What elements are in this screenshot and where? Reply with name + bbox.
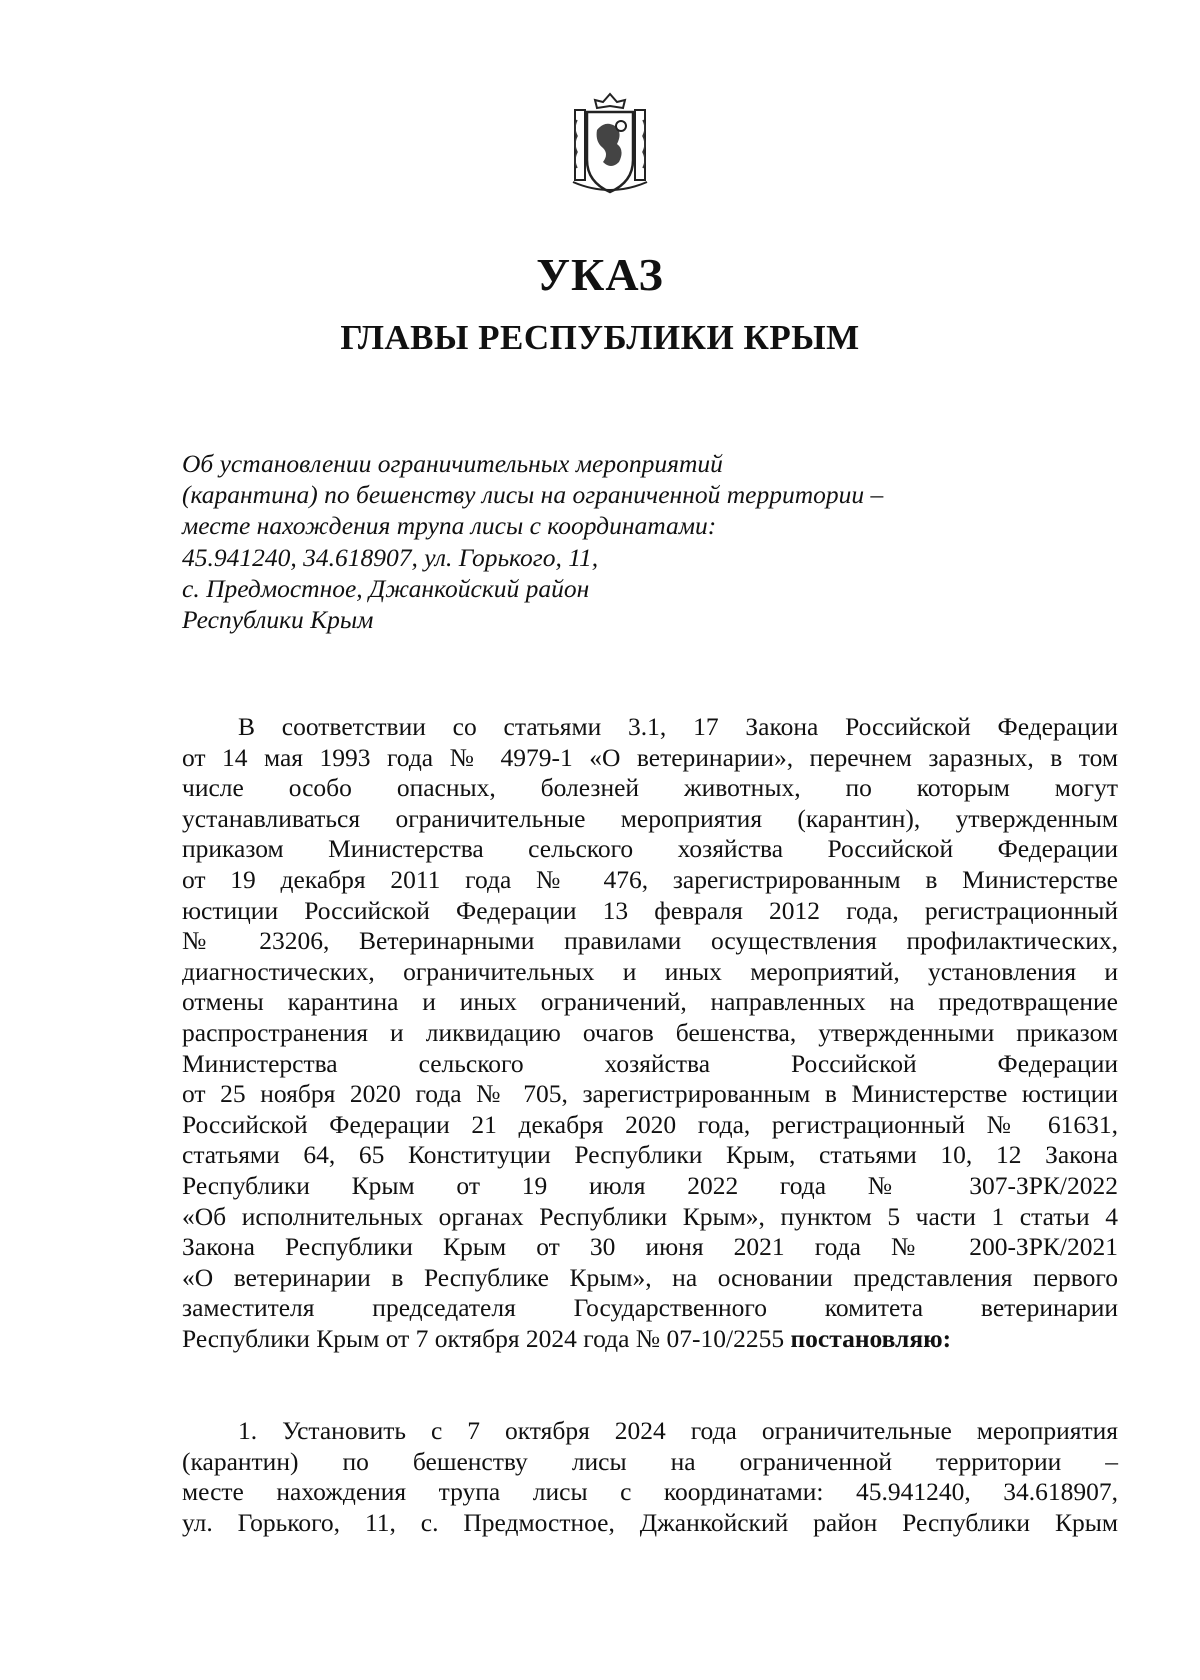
- preamble-line: диагностических, ограничительных и иных мероприятий, установления и: [182, 956, 1118, 986]
- preamble-line: Министерства сельского хозяйства Российской Федерации: [182, 1048, 1118, 1078]
- subject-line: Республики Крым: [182, 605, 374, 635]
- decree-keyword: постановляю:: [790, 1323, 952, 1353]
- subject-line: Об установлении ограничительных мероприятий: [182, 449, 723, 478]
- preamble-line: статьями 64, 65 Конституции Республики Крым, статьями 10, 12 Закона: [182, 1140, 1118, 1170]
- preamble-line: распространения и ликвидацию очагов бешенства, утвержденными приказом: [182, 1017, 1118, 1047]
- preamble-line: устанавливаться ограничительные мероприятия (карантин), утвержденным: [182, 803, 1118, 833]
- preamble-final-text: Республики Крым от 7 октября 2024 года № 07-10/2255: [182, 1323, 785, 1353]
- preamble-line: № 23206, Ветеринарными правилами осуществления профилактических,: [182, 926, 1118, 956]
- preamble-line: заместителя председателя Государственного комитета ветеринарии: [182, 1293, 1118, 1323]
- item-1-paragraph: [182, 1416, 1118, 1538]
- preamble-line: Закона Республики Крым от 30 июня 2021 года № 200-ЗРК/2021: [182, 1232, 1118, 1262]
- preamble-line: от 19 декабря 2011 года № 476, зарегистрированным в Министерстве: [182, 864, 1118, 894]
- preamble-line: приказом Министерства сельского хозяйства Российской Федерации: [182, 834, 1118, 864]
- preamble-line: юстиции Российской Федерации 13 февраля 2012 года, регистрационный: [182, 895, 1118, 925]
- item-1-line: (карантин) по бешенству лисы на ограниченной территории –: [182, 1446, 1118, 1476]
- preamble-line: «Об исполнительных органах Республики Крым», пунктом 5 части 1 статьи 4: [182, 1201, 1118, 1231]
- coat-of-arms-emblem: [565, 90, 655, 200]
- preamble-line: числе особо опасных, болезней животных, по которым могут: [182, 773, 1118, 803]
- subject-block: [182, 448, 962, 635]
- preamble-paragraph: [182, 712, 1118, 1354]
- subject-line: месте нахождения трупа лисы с координатами:: [182, 511, 717, 541]
- subject-line: (карантина) по бешенству лисы на ограниченной территории –: [182, 480, 884, 510]
- document-subtitle: ГЛАВЫ РЕСПУБЛИКИ КРЫМ: [340, 318, 860, 357]
- subject-line: с. Предмостное, Джанкойский район: [182, 573, 590, 603]
- item-1-line: 1. Установить с 7 октября 2024 года ограничительные мероприятия: [238, 1416, 1118, 1445]
- preamble-line: Республики Крым от 19 июля 2022 года № 307-ЗРК/2022: [182, 1170, 1118, 1200]
- preamble-line: отмены карантина и иных ограничений, направленных на предотвращение: [182, 987, 1118, 1017]
- preamble-line: «О ветеринарии в Республике Крым», на основании представления первого: [182, 1262, 1118, 1292]
- document-title: УКАЗ: [536, 249, 664, 300]
- subject-line: 45.941240, 34.618907, ул. Горького, 11,: [182, 542, 599, 572]
- preamble-final-line: [182, 1324, 1118, 1355]
- preamble-line: от 25 ноября 2020 года № 705, зарегистрированным в Министерстве юстиции: [182, 1079, 1118, 1109]
- preamble-line: от 14 мая 1993 года № 4979-1 «О ветеринарии», перечнем заразных, в том: [182, 742, 1118, 772]
- preamble-line: В соответствии со статьями 3.1, 17 Закона Российской Федерации: [238, 712, 1118, 741]
- item-1-line: месте нахождения трупа лисы с координатами: 45.941240, 34.618907,: [182, 1477, 1118, 1507]
- item-1-line: ул. Горького, 11, с. Предмостное, Джанкойский район Республики Крым: [182, 1507, 1118, 1537]
- preamble-line: Российской Федерации 21 декабря 2020 года, регистрационный № 61631,: [182, 1109, 1118, 1139]
